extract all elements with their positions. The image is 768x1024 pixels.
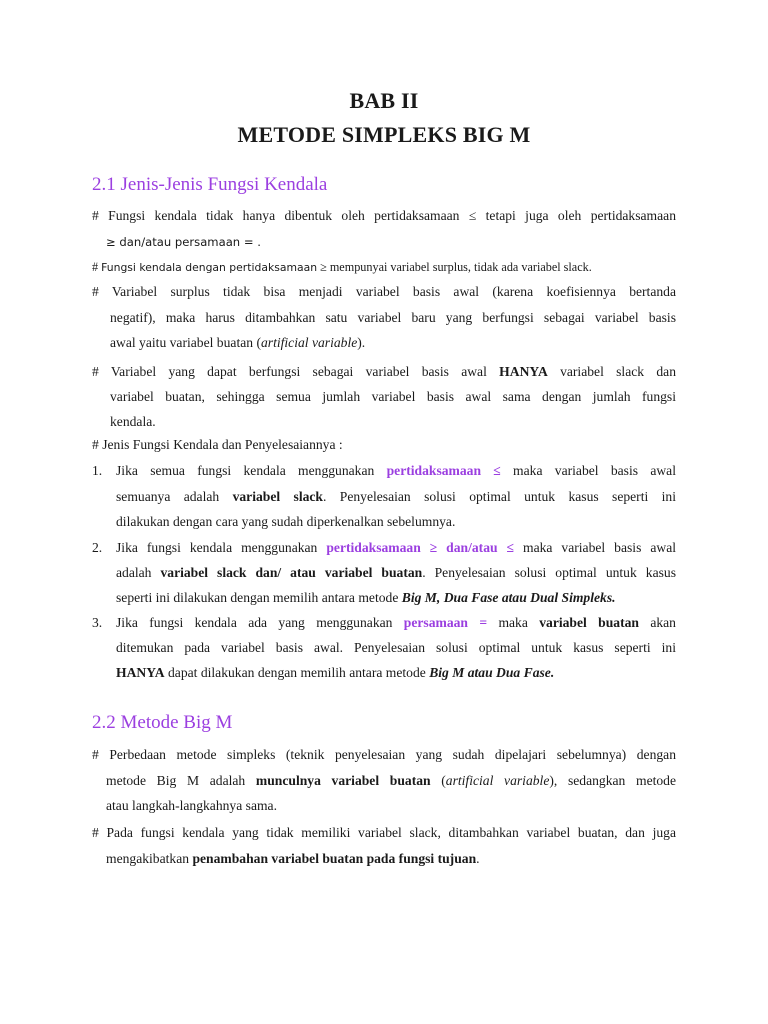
text-line: # Variabel surplus tidak bisa menjadi variabel basis awal (karena koefisiennya bertanda: [92, 284, 676, 299]
text-span: ).: [357, 335, 366, 350]
text-span: awal yaitu variabel buatan (: [110, 335, 261, 350]
text-line: kendala.: [110, 414, 156, 429]
text-span: maka: [487, 615, 540, 630]
text-span: Jika fungsi kendala menggunakan: [116, 540, 327, 555]
text-line: [116, 665, 554, 681]
text-span: Jika semua fungsi kendala menggunakan: [116, 463, 387, 478]
text-line: variabel buatan, sehingga semua jumlah variabel basis awal sama dengan jumlah fungsi: [110, 389, 676, 404]
section-heading-2-1: 2.1 Jenis-Jenis Fungsi Kendala: [92, 174, 328, 195]
text-span: maka variabel basis awal: [500, 463, 676, 478]
text-line: [116, 463, 676, 479]
text-span: pertidaksamaan ≤: [386, 463, 501, 478]
text-span: Big M, Dua Fase atau Dual Simpleks.: [401, 590, 616, 605]
text-span: (: [430, 773, 446, 788]
text-line: # Pada fungsi kendala yang tidak memiliki variabel slack, ditambahkan variabel buatan, dan juga: [92, 825, 676, 840]
text-line: [92, 364, 676, 380]
text-span: variabel slack dan/ atau variabel buatan: [160, 565, 423, 580]
list-number: 1.: [92, 463, 103, 478]
text-span: pertidaksamaan ≥ dan/atau ≤: [326, 540, 515, 555]
text-line: [106, 851, 480, 867]
text-span: .: [476, 851, 480, 866]
text-line: [116, 615, 676, 631]
text-span: ), sedangkan metode: [549, 773, 677, 788]
text-line: # Fungsi kendala tidak hanya dibentuk oleh pertidaksamaan ≤ tetapi juga oleh pertidaksamaan: [92, 208, 676, 223]
text-span: HANYA: [116, 665, 165, 680]
text-span: semuanya adalah: [116, 489, 233, 504]
text-span: Fungsi kendala dengan pertidaksamaan: [101, 261, 318, 274]
text-line: dilakukan dengan cara yang sudah diperkenalkan sebelumnya.: [116, 514, 456, 529]
text-line: [110, 335, 365, 351]
text-span: seperti ini dilakukan dengan memilih antara metode: [116, 590, 402, 605]
text-span: mengakibatkan: [106, 851, 193, 866]
list-number: 3.: [92, 615, 103, 630]
text-span: maka variabel basis awal: [514, 540, 677, 555]
list-number: 2.: [92, 540, 103, 555]
text-span: variabel slack: [232, 489, 323, 504]
text-span: dapat dilakukan dengan memilih antara metode: [164, 665, 430, 680]
chapter-title: BAB II: [349, 88, 419, 113]
section-heading-2-2: 2.2 Metode Big M: [92, 712, 233, 733]
text-line: [116, 540, 676, 556]
text-span: adalah: [116, 565, 161, 580]
text-line: atau langkah-langkahnya sama.: [106, 798, 277, 813]
text-line: ≥ dan/atau persamaan = .: [106, 235, 261, 249]
text-line: [106, 773, 676, 789]
text-span: artificial variable: [260, 335, 358, 350]
text-span: . Penyelesaian solusi optimal untuk kasus: [422, 565, 676, 580]
text-span: variabel slack dan: [547, 364, 677, 379]
text-span: munculnya variabel buatan: [255, 773, 431, 788]
text-span: akan: [638, 615, 676, 630]
text-span: HANYA: [499, 364, 548, 379]
text-span: Big M atau Dua Fase.: [429, 665, 555, 680]
text-line: [116, 590, 616, 606]
text-span: #: [92, 260, 102, 274]
text-span: ≥ mempunyai variabel surplus, tidak ada variabel slack.: [317, 260, 592, 274]
text-line: [92, 259, 592, 275]
text-span: persamaan =: [403, 615, 488, 630]
text-span: . Penyelesaian solusi optimal untuk kasus seperti ini: [322, 489, 676, 504]
text-line: ditemukan pada variabel basis awal. Penyelesaian solusi optimal untuk kasus seperti ini: [116, 640, 676, 655]
text-span: metode Big M adalah: [106, 773, 256, 788]
text-span: Jika fungsi kendala ada yang menggunakan: [116, 615, 404, 630]
text-span: # Variabel yang dapat berfungsi sebagai variabel basis awal: [92, 364, 500, 379]
text-span: penambahan variabel buatan pada fungsi tujuan: [192, 851, 477, 866]
text-span: artificial variable: [445, 773, 550, 788]
text-line: # Perbedaan metode simpleks (teknik penyelesaian yang sudah dipelajari sebelumnya) dengan: [92, 747, 676, 762]
chapter-subtitle: METODE SIMPLEKS BIG M: [237, 122, 531, 147]
text-span: variabel buatan: [539, 615, 639, 630]
text-line: # Jenis Fungsi Kendala dan Penyelesaiannya :: [92, 437, 343, 452]
text-line: [116, 565, 676, 581]
text-line: negatif), maka harus ditambahkan satu variabel baru yang berfungsi sebagai variabel basis: [110, 310, 676, 325]
text-line: [116, 489, 676, 505]
